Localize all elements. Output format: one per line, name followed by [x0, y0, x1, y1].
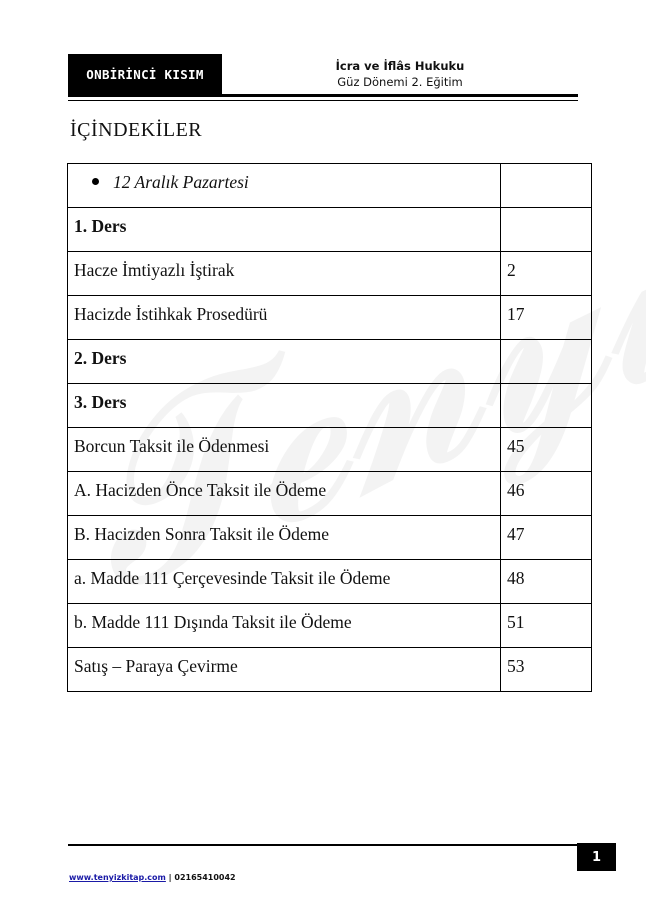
toc-title: a. Madde 111 Çerçevesinde Taksit ile Ödeme — [68, 560, 501, 604]
toc-row — [68, 604, 592, 648]
toc-page — [501, 384, 592, 428]
toc-page: 48 — [501, 560, 592, 604]
toc-title: Satış – Paraya Çevirme — [68, 648, 501, 692]
toc-page: 2 — [501, 252, 592, 296]
toc-page — [501, 208, 592, 252]
toc-title: b. Madde 111 Dışında Taksit ile Ödeme — [68, 604, 501, 648]
toc-row — [68, 384, 592, 428]
section-badge: ONBİRİNCİ KISIM — [68, 54, 222, 94]
toc-title: Hacze İmtiyazlı İştirak — [68, 252, 501, 296]
toc-row — [68, 164, 592, 208]
toc-row — [68, 560, 592, 604]
toc-row — [68, 472, 592, 516]
header-rule-thin — [68, 100, 578, 101]
toc-page: 46 — [501, 472, 592, 516]
phone-number: 02165410042 — [174, 873, 236, 882]
toc-page: 51 — [501, 604, 592, 648]
toc-row — [68, 296, 592, 340]
toc-heading: İÇİNDEKİLER — [70, 119, 203, 141]
toc-title: Borcun Taksit ile Ödenmesi — [68, 428, 501, 472]
toc-page: 17 — [501, 296, 592, 340]
toc-day-cell — [68, 164, 501, 208]
footer-rule — [68, 844, 593, 846]
toc-page: 45 — [501, 428, 592, 472]
toc-page: 47 — [501, 516, 592, 560]
toc-title: 1. Ders — [68, 208, 501, 252]
header-rule-thick — [68, 94, 578, 97]
toc-row — [68, 340, 592, 384]
toc-title: Hacizde İstihkak Prosedürü — [68, 296, 501, 340]
toc-row — [68, 208, 592, 252]
footer-separator: | — [165, 873, 175, 882]
toc-page: 53 — [501, 648, 592, 692]
course-term: Güz Dönemi 2. Eğitim — [337, 75, 463, 89]
toc-row — [68, 648, 592, 692]
toc-title: 3. Ders — [68, 384, 501, 428]
toc-page — [501, 164, 592, 208]
toc-title: A. Hacizden Önce Taksit ile Ödeme — [68, 472, 501, 516]
toc-row — [68, 428, 592, 472]
page-number: 1 — [577, 843, 616, 871]
footer-info — [69, 873, 236, 882]
bullet-icon — [92, 178, 99, 185]
toc-row — [68, 252, 592, 296]
course-title: İcra ve İflâs Hukuku — [335, 59, 465, 73]
toc-row — [68, 516, 592, 560]
toc-title: B. Hacizden Sonra Taksit ile Ödeme — [68, 516, 501, 560]
toc-table — [67, 163, 592, 692]
toc-title: 12 Aralık Pazartesi — [113, 172, 249, 192]
toc-title: 2. Ders — [68, 340, 501, 384]
toc-page — [501, 340, 592, 384]
website-link[interactable]: www.tenyizkitap.com — [69, 873, 166, 882]
